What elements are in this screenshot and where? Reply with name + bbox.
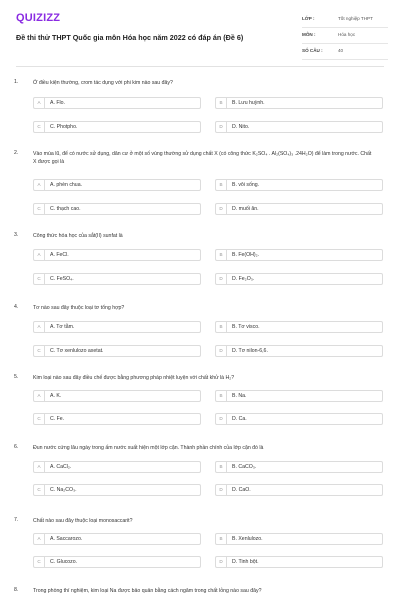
option-text: C. thạch cao.	[50, 206, 81, 212]
meta-row-question-count	[302, 46, 388, 60]
option-letter: C	[34, 557, 45, 567]
question-item	[0, 444, 400, 517]
option-text: B. Tơ visco.	[232, 324, 260, 330]
worksheet-header	[0, 0, 400, 68]
answer-option[interactable]	[33, 179, 201, 191]
option-text: C. FeSO₄.	[50, 276, 74, 282]
question-text: Công thức hóa học của sắt(II) sunfat là	[33, 233, 123, 239]
worksheet-title: Đề thi thử THPT Quốc gia môn Hóa học năm 2022 có đáp án (Đề 6)	[16, 33, 244, 42]
answer-option[interactable]	[33, 556, 201, 568]
option-text: B. Fe(OH)₂.	[232, 252, 260, 258]
answer-option[interactable]	[33, 413, 201, 425]
option-text: B. vôi sống.	[232, 182, 260, 188]
answer-option[interactable]	[215, 345, 383, 357]
answer-option[interactable]	[215, 179, 383, 191]
question-item	[0, 150, 400, 232]
answer-option[interactable]	[215, 97, 383, 109]
option-letter: C	[34, 485, 45, 495]
answer-option[interactable]	[33, 273, 201, 285]
option-letter: D	[216, 122, 227, 132]
meta-value: Hóa học	[338, 32, 356, 37]
option-letter: D	[216, 204, 227, 214]
question-text: Chất nào sau đây thuộc loại monosaccarit?	[33, 518, 133, 524]
question-number: 5.	[14, 374, 19, 380]
option-text: C. Glucozo.	[50, 559, 78, 565]
answer-option[interactable]	[33, 121, 201, 133]
question-number: 3.	[14, 232, 19, 238]
option-text: D. Tinh bột.	[232, 559, 259, 565]
answer-option[interactable]	[215, 321, 383, 333]
option-letter: A	[34, 250, 45, 260]
option-letter: C	[34, 204, 45, 214]
meta-value: Tốt nghiệp THPT	[338, 16, 373, 21]
answer-option[interactable]	[215, 461, 383, 473]
question-item	[0, 304, 400, 374]
option-letter: C	[34, 414, 45, 424]
option-letter: B	[216, 462, 227, 472]
question-number: 8.	[14, 587, 19, 593]
answer-option[interactable]	[215, 556, 383, 568]
option-letter: A	[34, 98, 45, 108]
meta-label: SỐ CÂU :	[302, 48, 323, 53]
worksheet-meta	[302, 14, 388, 62]
answer-option[interactable]	[215, 390, 383, 402]
option-text: A. FeCl.	[50, 252, 69, 258]
option-letter: D	[216, 557, 227, 567]
option-letter: C	[34, 346, 45, 356]
option-letter: D	[216, 274, 227, 284]
question-text: Tơ nào sau đây thuộc loại tơ tổng hợp?	[33, 305, 125, 311]
question-number: 7.	[14, 517, 19, 523]
option-text: D. CaO.	[232, 487, 251, 493]
meta-label: MÔN :	[302, 32, 316, 37]
option-text: B. Na.	[232, 393, 247, 399]
option-text: D. Ca.	[232, 416, 247, 422]
answer-option[interactable]	[215, 413, 383, 425]
question-item	[0, 587, 400, 601]
question-text: Trong phòng thí nghiệm, kim loại Na được bảo quản bằng cách ngâm trong chất lỏng nào sau đây?	[33, 588, 262, 594]
answer-option[interactable]	[33, 345, 201, 357]
meta-row-subject	[302, 30, 388, 44]
option-letter: B	[216, 98, 227, 108]
option-text: A. Flo.	[50, 100, 65, 106]
answer-option[interactable]	[215, 121, 383, 133]
meta-value: 40	[338, 48, 344, 53]
answer-option[interactable]	[33, 321, 201, 333]
answer-option[interactable]	[33, 97, 201, 109]
answer-option[interactable]	[215, 484, 383, 496]
option-letter: A	[34, 462, 45, 472]
question-text: Đun nước cứng lâu ngày trong ấm nước xuất hiện một lớp cặn. Thành phần chính của lớp cặn đó là	[33, 445, 264, 451]
question-text: Ở điều kiện thường, crom tác dụng với phi kim nào sau đây?	[33, 80, 173, 86]
option-letter: A	[34, 180, 45, 190]
option-text: C. Fe.	[50, 416, 65, 422]
option-text: D. Nito.	[232, 124, 250, 130]
option-text: B. Lưu huỳnh.	[232, 100, 265, 106]
option-text: A. K.	[50, 393, 62, 399]
option-letter: A	[34, 322, 45, 332]
question-item	[0, 374, 400, 444]
option-letter: B	[216, 322, 227, 332]
question-item	[0, 517, 400, 587]
answer-option[interactable]	[33, 461, 201, 473]
option-letter: C	[34, 122, 45, 132]
question-number: 2.	[14, 150, 19, 156]
option-letter: D	[216, 485, 227, 495]
option-letter: D	[216, 414, 227, 424]
option-text: D. Tơ nilon-6,6.	[232, 348, 268, 354]
question-item	[0, 73, 400, 150]
question-text: Vào mùa lũ, để có nước sử dụng, dân cư ở một số vùng thường sử dụng chất X (có công thức K₂SO₄ . Al₂(SO₄)₃ .24H₂O) để làm trong nước. Chất X được gọi là	[33, 151, 372, 165]
answer-option[interactable]	[33, 203, 201, 215]
answer-option[interactable]	[215, 533, 383, 545]
option-text: B. CaCO₃.	[232, 464, 257, 470]
option-letter: A	[34, 534, 45, 544]
answer-option[interactable]	[215, 273, 383, 285]
answer-option[interactable]	[33, 249, 201, 261]
answer-option[interactable]	[33, 484, 201, 496]
question-number: 6.	[14, 444, 19, 450]
answer-option[interactable]	[33, 533, 201, 545]
option-text: C. Na₂CO₃.	[50, 487, 77, 493]
answer-option[interactable]	[33, 390, 201, 402]
quizizz-logo: QUIZIZZ	[16, 12, 61, 24]
meta-row-class	[302, 14, 388, 28]
meta-label: LỚP :	[302, 16, 315, 21]
question-list	[0, 73, 400, 601]
option-letter: B	[216, 534, 227, 544]
option-text: D. Fe₂O₃.	[232, 276, 255, 282]
question-number: 1.	[14, 79, 19, 85]
option-text: A. CaCl₂.	[50, 464, 72, 470]
option-letter: B	[216, 250, 227, 260]
option-letter: A	[34, 391, 45, 401]
option-letter: B	[216, 180, 227, 190]
option-text: A. phèn chua.	[50, 182, 83, 188]
question-text: Kim loại nào sau đây điều chế được bằng phương pháp nhiệt luyện với chất khử là H₂?	[33, 375, 235, 381]
header-divider	[16, 66, 384, 67]
option-letter: C	[34, 274, 45, 284]
answer-option[interactable]	[215, 249, 383, 261]
option-text: C. Photpho.	[50, 124, 78, 130]
option-text: D. muối ăn.	[232, 206, 259, 212]
option-letter: D	[216, 346, 227, 356]
option-text: A. Saccarozo.	[50, 536, 83, 542]
option-text: A. Tơ tằm.	[50, 324, 75, 330]
question-item	[0, 232, 400, 304]
answer-option[interactable]	[215, 203, 383, 215]
option-letter: B	[216, 391, 227, 401]
option-text: B. Xenlulozo.	[232, 536, 263, 542]
option-text: C. Tơ xenlulozo axetat.	[50, 348, 104, 354]
question-number: 4.	[14, 304, 19, 310]
